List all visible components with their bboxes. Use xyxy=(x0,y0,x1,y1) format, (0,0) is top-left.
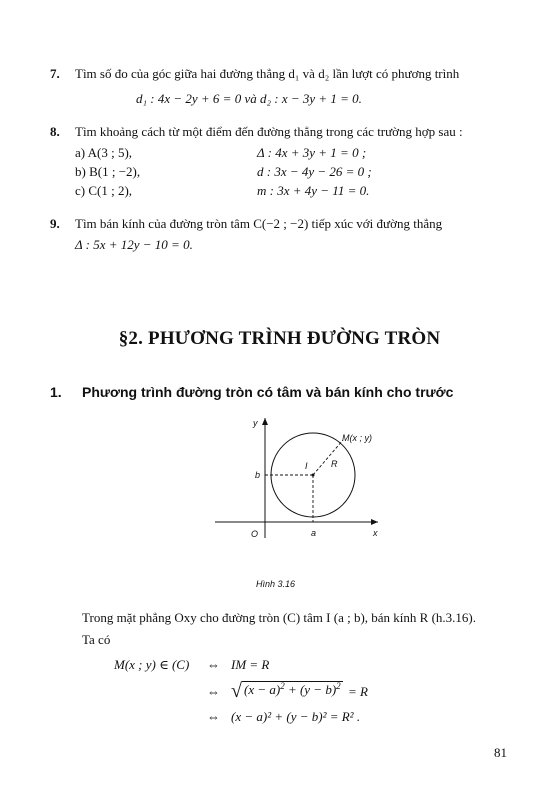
body-line-2: Ta có xyxy=(82,632,111,647)
exercise-8-line-c: m : 3x + 4y − 11 = 0. xyxy=(257,183,370,198)
section-title: §2. PHƯƠNG TRÌNH ĐƯỜNG TRÒN xyxy=(118,328,441,349)
exercise-7-text: Tìm số đo của góc giữa hai đường thẳng d₁ và d₂ lần lượt có phương trình xyxy=(75,66,460,81)
sqrt-radicand: $(x - a)^2 + (y - b)^2$ xyxy=(243,681,341,697)
exercise-8-text: Tìm khoảng cách từ một điểm đến đường thẳng trong các trường hợp sau : xyxy=(75,124,463,139)
radius-segment xyxy=(313,440,343,475)
center-point xyxy=(312,474,315,477)
exercise-9-text: Tìm bán kính của đường tròn tâm C(−2 ; −2) tiếp xúc với đường thẳng xyxy=(75,216,443,231)
subsection-number: 1. xyxy=(50,384,62,400)
sqrt-expression xyxy=(231,680,343,702)
body-line-1: Trong mặt phẳng Oxy cho đường tròn (C) tâm I (a ; b), bán kính R (h.3.16). xyxy=(82,610,476,625)
step-3-equation: (x − a)² + (y − b)² = R² . xyxy=(231,709,361,724)
step-1-arrow: ⇔ xyxy=(207,657,220,672)
exercise-8-number: 8. xyxy=(50,124,60,139)
x-axis-label: x xyxy=(373,528,378,538)
step-2-arrow: ⇔ xyxy=(207,684,220,699)
exercise-7-number: 7. xyxy=(50,66,60,81)
step-1-right: IM = R xyxy=(231,657,270,672)
point-m-label: M(x ; y) xyxy=(342,433,372,443)
a-label: a xyxy=(311,528,317,538)
subsection-title: Phương trình đường tròn có tâm và bán kính cho trước xyxy=(82,384,454,400)
step-1-left: M(x ; y) ∈ (C) xyxy=(114,657,190,672)
figure-caption: Hình 3.16 xyxy=(256,579,296,589)
page-number: 81 xyxy=(494,745,507,760)
sqrt-symbol: √ xyxy=(231,680,242,702)
exercise-8-point-c: c) C(1 ; 2), xyxy=(75,183,133,198)
exercise-8-point-a: a) A(3 ; 5), xyxy=(75,145,133,160)
origin-label: O xyxy=(251,529,259,539)
step-2-right: = R xyxy=(348,684,368,699)
exercise-7-equation: d₁ : 4x − 2y + 6 = 0 và d₂ : x − 3y + 1 = 0. xyxy=(136,91,362,106)
exercise-8-point-b: b) B(1 ; −2), xyxy=(75,164,141,179)
exercise-8-line-a: Δ : 4x + 3y + 1 = 0 ; xyxy=(257,145,367,160)
center-label: I xyxy=(305,461,308,471)
exercise-9-equation: Δ : 5x + 12y − 10 = 0. xyxy=(75,237,193,252)
step-3-arrow: ⇔ xyxy=(207,709,220,724)
y-axis-label: y xyxy=(253,418,258,428)
b-label: b xyxy=(255,470,261,480)
exercise-9-number: 9. xyxy=(50,216,60,231)
radius-label: R xyxy=(331,459,338,469)
circle-figure xyxy=(205,410,395,545)
exercise-8-line-b: d : 3x − 4y − 26 = 0 ; xyxy=(257,164,372,179)
